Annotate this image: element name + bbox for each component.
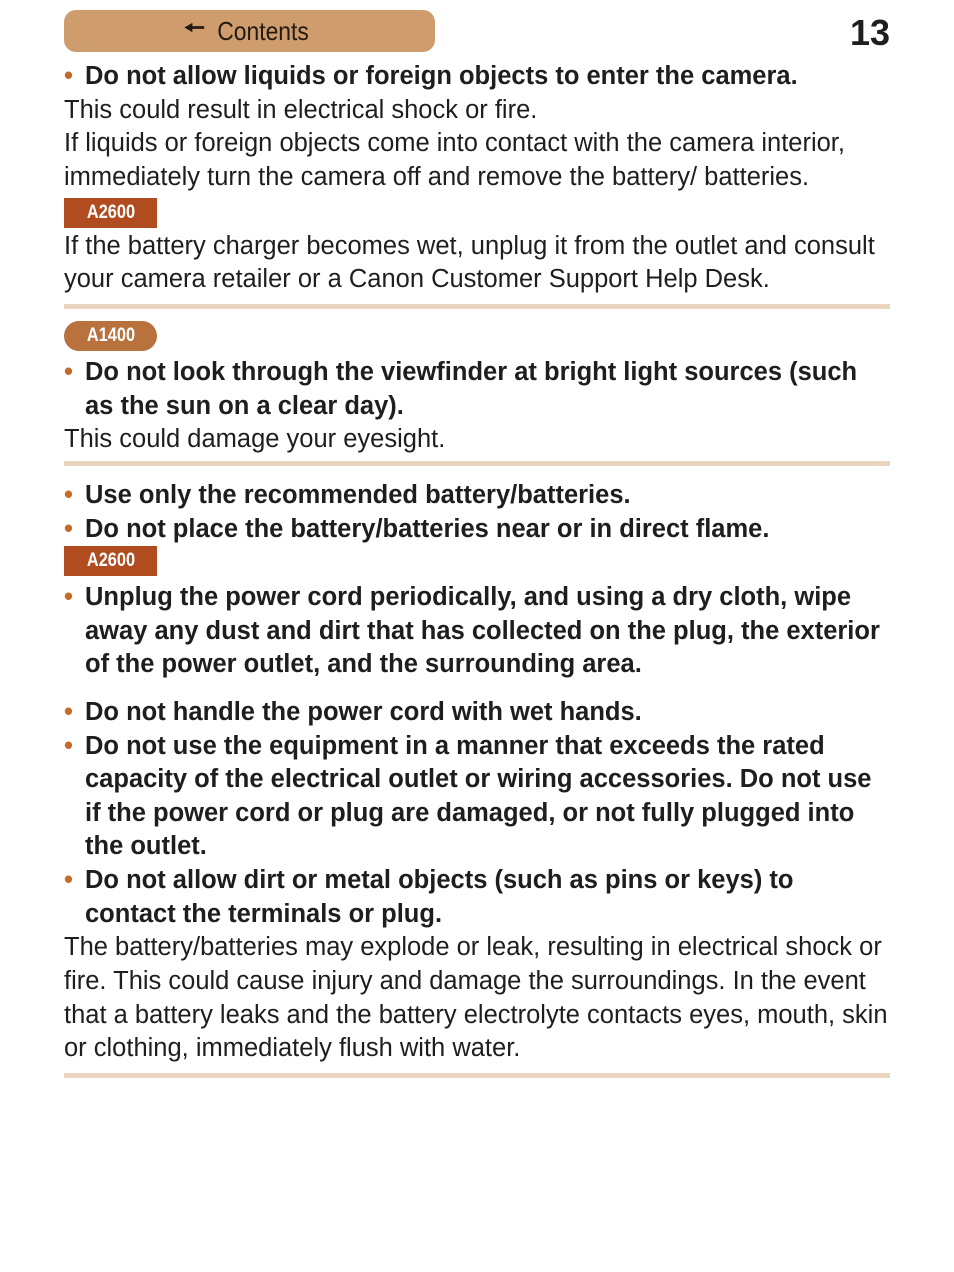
warning-liquids-result: This could result in electrical shock or fire.	[64, 95, 538, 124]
model-badge-a1400: A1400	[64, 321, 157, 351]
warning-flame: • Do not place the battery/batteries near or in direct flame.	[64, 513, 890, 547]
section-divider	[64, 1073, 890, 1078]
warning-recommended-battery: • Use only the recommended battery/batteries.	[64, 479, 890, 513]
back-arrow-icon: 🠔	[183, 14, 205, 42]
charger-wet-note: If the battery charger becomes wet, unplug it from the outlet and consult your camera retailer or a Canon Customer Support Help Desk.	[64, 231, 875, 294]
model-badge-a2600: A2600	[64, 546, 157, 576]
contents-button[interactable]	[64, 10, 435, 52]
warning-metal-objects: • Do not allow dirt or metal objects (such as pins or keys) to contact the terminals or plug.	[64, 864, 890, 931]
page-number: 13	[849, 12, 890, 53]
contents-label: Contents	[217, 15, 309, 46]
warning-unplug-clean: • Unplug the power cord periodically, and using a dry cloth, wipe away any dust and dirt that has collected on the plug, the exterior of the power outlet, and the surrounding area.	[64, 581, 890, 682]
model-badge-a2600: A2600	[64, 198, 157, 228]
battery-explosion-note: The battery/batteries may explode or leak, resulting in electrical shock or fire. This could cause injury and damage the surroundings. In the event that a battery leaks and the battery electrolyte contacts eyes, mouth, skin or clothing, immediately flush with water.	[64, 933, 888, 1063]
warning-liquids: • Do not allow liquids or foreign objects to enter the camera.	[64, 60, 890, 94]
section-divider	[64, 461, 890, 466]
page-content	[64, 60, 890, 1078]
warning-wet-hands: • Do not handle the power cord with wet hands.	[64, 696, 890, 730]
section-divider	[64, 304, 890, 309]
warning-viewfinder: • Do not look through the viewfinder at bright light sources (such as the sun on a clear day).	[64, 356, 890, 423]
warning-rated-capacity: • Do not use the equipment in a manner that exceeds the rated capacity of the electrical outlet or wiring accessories. Do not use if the power cord or plug are damaged, or not fully plugged into the outlet.	[64, 730, 890, 864]
warning-viewfinder-result: This could damage your eyesight.	[64, 425, 446, 454]
warning-liquids-action: If liquids or foreign objects come into contact with the camera interior, immediately turn the camera off and remove the battery/ batteries.	[64, 129, 845, 191]
